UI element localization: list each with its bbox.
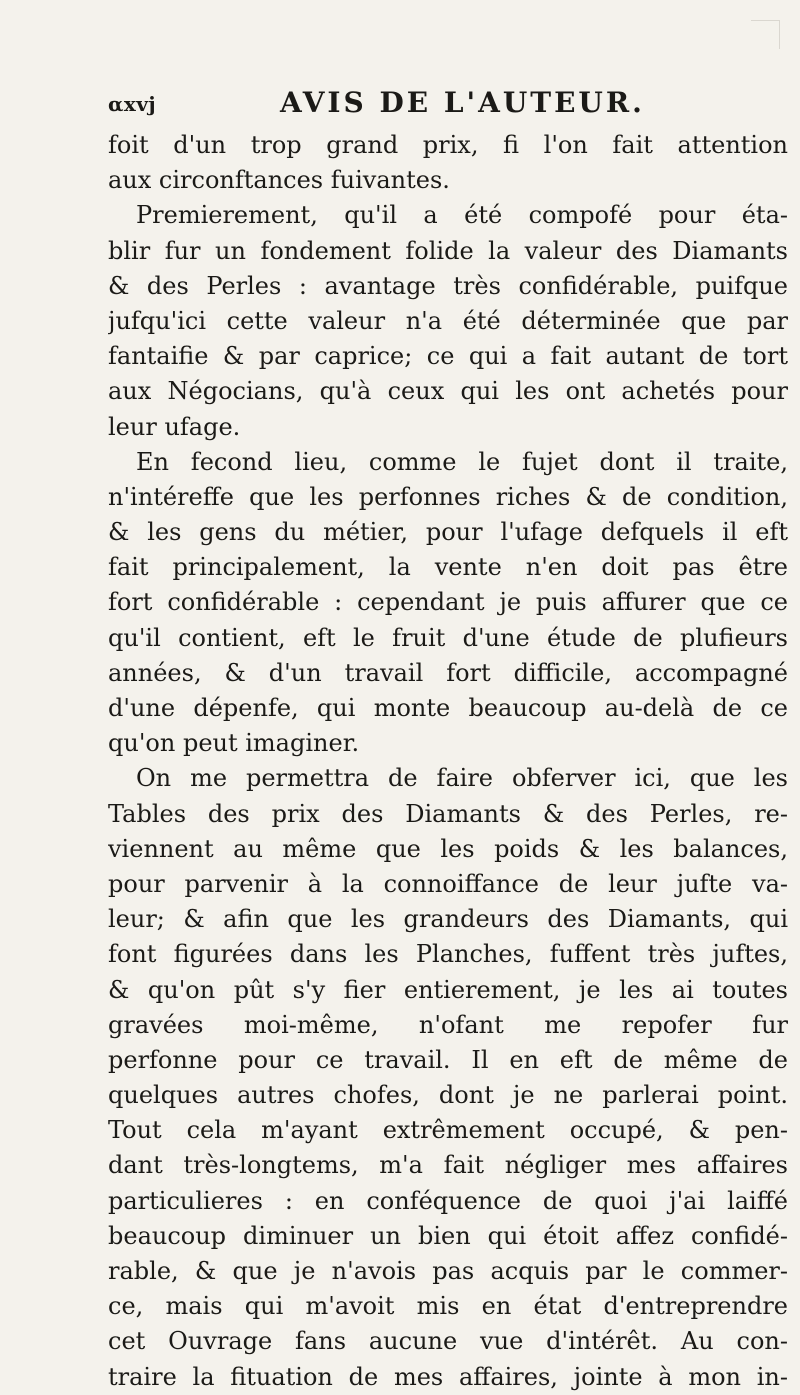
text-line: beaucoup diminuer un bien qui étoit affez confidé- [108, 1221, 788, 1250]
text-line: leur; & afin que les grandeurs des Diamants, qui [108, 905, 788, 934]
text-line: foit d'un trop grand prix, fi l'on fait attention [108, 131, 788, 159]
text-line: qu'il contient, eft le fruit d'une étude de plufieurs [108, 623, 788, 652]
paragraph-start-line: Premierement, qu'il a été compofé pour éta- [136, 201, 788, 230]
text-line: années, & d'un travail fort difficile, accompagné [108, 658, 788, 687]
text-line: Tout cela m'ayant extrêmement occupé, & pen- [108, 1116, 788, 1145]
text-line: perfonne pour ce travail. Il en eft de même de [108, 1045, 788, 1074]
text-line: qu'on peut imaginer. [108, 729, 360, 758]
text-line: particulieres : en conféquence de quoi j'ai laiffé [108, 1186, 788, 1215]
text-line: & qu'on pût s'y fier entierement, je les ai toutes [108, 975, 788, 1004]
text-line: viennent au même que les poids & les balances, [108, 834, 788, 863]
text-line: fort confidérable : cependant je puis affurer que ce [108, 588, 788, 617]
paragraph-start-line: En fecond lieu, comme le fujet dont il traite, [136, 447, 788, 476]
text-line: quelques autres chofes, dont je ne parlerai point. [108, 1081, 788, 1110]
body-text [108, 128, 788, 1395]
text-line: & les gens du métier, pour l'ufage defquels il eft [108, 518, 788, 547]
text-line: ce, mais qui m'avoit mis en état d'entreprendre [108, 1292, 788, 1321]
page-corner-mark [751, 20, 780, 49]
text-line: cet Ouvrage fans aucune vue d'intérêt. Au con- [108, 1327, 788, 1356]
text-line: rable, & que je n'avois pas acquis par le commer- [108, 1257, 788, 1285]
text-line: traire la fituation de mes affaires, jointe à mon in- [108, 1362, 788, 1391]
text-line: & des Perles : avantage très confidérable, puifque [108, 271, 788, 300]
text-line: pour parvenir à la connoiffance de leur jufte va- [108, 869, 788, 898]
text-line: blir fur un fondement folide la valeur des Diamants [108, 236, 788, 265]
text-line: leur ufage. [108, 412, 241, 441]
text-line: fantaifie & par caprice; ce qui a fait autant de tort [108, 342, 788, 371]
text-line: d'une dépenfe, qui monte beaucoup au-delà de ce [108, 694, 788, 722]
page-number: αxvj [108, 92, 157, 116]
text-line: aux Négocians, qu'à ceux qui les ont achetés pour [108, 377, 788, 406]
text-line: jufqu'ici cette valeur n'a été déterminée que par [108, 306, 788, 335]
text-line: font figurées dans les Planches, fuffent très juftes, [108, 940, 788, 969]
text-line: gravées moi-même, n'ofant me repofer fur [108, 1010, 788, 1039]
text-line: Tables des prix des Diamants & des Perles, re- [108, 799, 788, 828]
running-title: AVIS DE L'AUTEUR. [280, 86, 645, 119]
text-line: dant très-longtems, m'a fait négliger mes affaires [108, 1151, 788, 1180]
text-line: aux circonftances fuivantes. [108, 166, 450, 195]
text-line: n'intéreffe que les perfonnes riches & de condition, [108, 482, 788, 511]
paragraph-start-line: On me permettra de faire obferver ici, que les [136, 764, 788, 793]
text-line: fait principalement, la vente n'en doit pas être [108, 553, 788, 582]
page-header [108, 86, 788, 118]
